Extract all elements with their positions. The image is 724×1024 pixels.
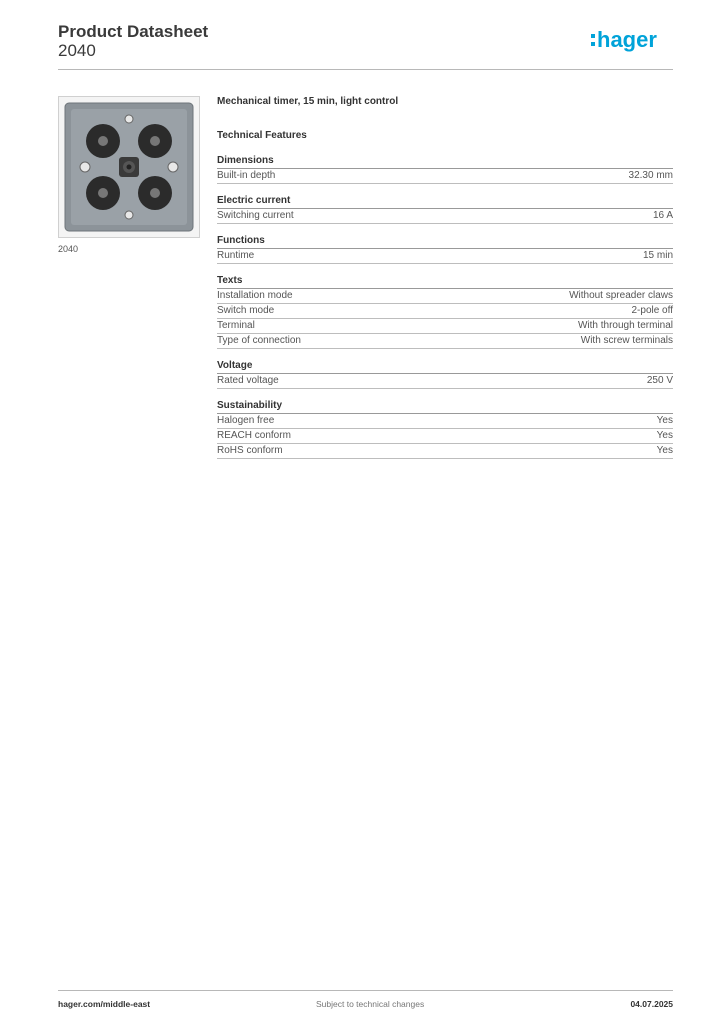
section-title: Dimensions <box>217 154 673 169</box>
section-title: Sustainability <box>217 399 673 414</box>
section-functions <box>217 234 673 264</box>
spec-row <box>217 444 673 459</box>
spec-row <box>217 319 673 334</box>
image-caption: 2040 <box>58 244 79 254</box>
spec-label: Runtime <box>217 250 255 261</box>
spec-row <box>217 249 673 264</box>
section-title: Texts <box>217 274 673 289</box>
spec-value: 2-pole off <box>631 305 673 316</box>
spec-value: Yes <box>656 415 673 426</box>
spec-value: 32.30 mm <box>628 170 673 181</box>
product-name: Mechanical timer, 15 min, light control <box>217 96 399 107</box>
spec-value: 250 V <box>646 375 673 386</box>
spec-row <box>217 414 673 429</box>
spec-label: Halogen free <box>217 415 275 426</box>
spec-label: Terminal <box>217 320 255 331</box>
spec-label: REACH conform <box>217 430 291 441</box>
spec-value: 16 A <box>652 210 673 221</box>
spec-row <box>217 304 673 319</box>
spec-label: Type of connection <box>217 335 301 346</box>
section-sustainability <box>217 399 673 459</box>
spec-label: Switching current <box>217 210 294 221</box>
spec-label: Switch mode <box>217 305 275 316</box>
technical-content <box>217 96 673 459</box>
spec-value: Yes <box>656 430 673 441</box>
timer-insert-illustration <box>59 97 199 237</box>
footer-notice: Subject to technical changes <box>316 999 425 1009</box>
product-image <box>58 96 200 238</box>
footer-website-link[interactable]: hager.com/middle-east <box>58 999 151 1009</box>
spec-value: Yes <box>656 445 673 456</box>
spec-row <box>217 169 673 184</box>
page-header <box>58 22 673 70</box>
spec-label: Built-in depth <box>217 170 276 181</box>
page-footer <box>58 990 673 1014</box>
spec-label: RoHS conform <box>217 445 283 456</box>
spec-row <box>217 429 673 444</box>
spec-row <box>217 374 673 389</box>
footer-date: 04.07.2025 <box>630 999 673 1009</box>
product-code: 2040 <box>58 41 96 60</box>
section-electric-current <box>217 194 673 224</box>
spec-value: With screw terminals <box>580 335 673 346</box>
spec-label: Installation mode <box>217 290 293 301</box>
section-voltage <box>217 359 673 389</box>
section-title: Electric current <box>217 194 673 209</box>
section-title: Voltage <box>217 359 673 374</box>
spec-row <box>217 334 673 349</box>
spec-label: Rated voltage <box>217 375 279 386</box>
section-dimensions <box>217 154 673 184</box>
spec-value: Without spreader claws <box>569 290 673 301</box>
section-texts <box>217 274 673 349</box>
spec-value: With through terminal <box>577 320 673 331</box>
spec-value: 15 min <box>642 250 673 261</box>
section-title: Functions <box>217 234 673 249</box>
brand-name: hager <box>597 28 657 52</box>
hager-logo <box>591 28 673 54</box>
spec-row <box>217 209 673 224</box>
features-title: Technical Features <box>217 130 307 141</box>
page-title: Product Datasheet <box>58 22 209 41</box>
spec-row <box>217 289 673 304</box>
